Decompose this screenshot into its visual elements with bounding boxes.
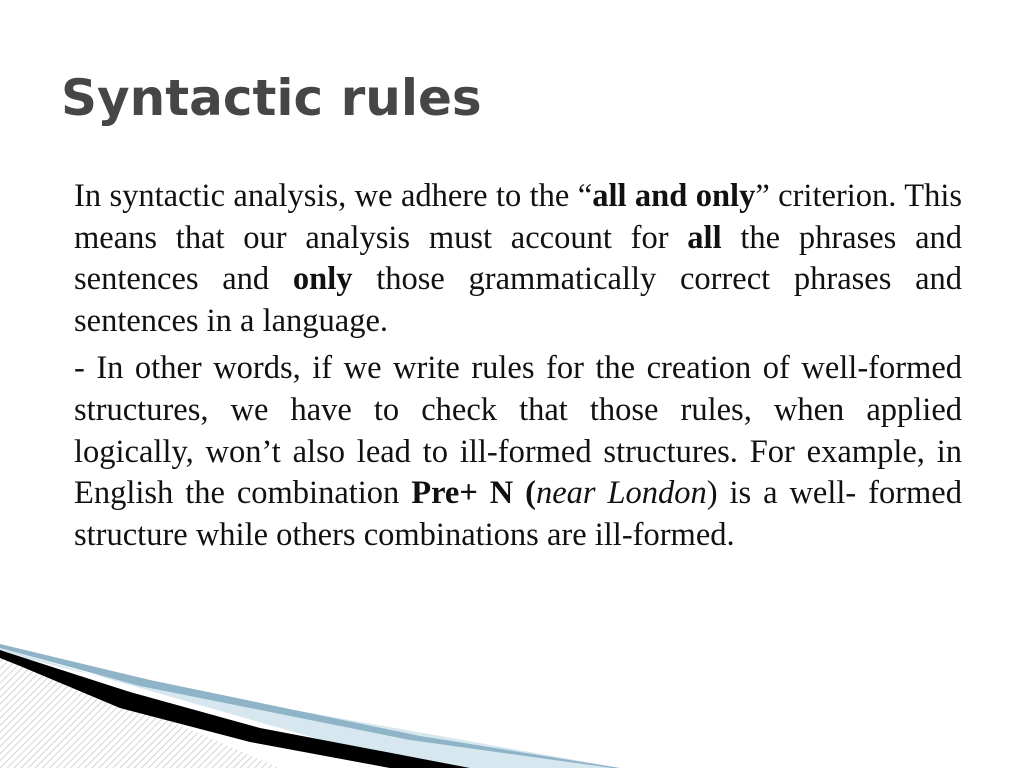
paragraph-1-text-3: the phrases and sentences and [74, 219, 962, 298]
paragraph-1-text-1: In syntactic analysis, we adhere to the “ [74, 178, 593, 214]
paragraph-2-text-2: ) is a well- formed structure while others combinations are ill-formed. [74, 475, 962, 553]
emphasis-all: all [687, 219, 722, 256]
slide-corner-decoration [0, 640, 1024, 768]
slide-title: Syntactic rules [61, 69, 482, 127]
paragraph-all-and-only [74, 176, 962, 342]
slide-body [74, 176, 962, 556]
example-near-london: near London [535, 475, 707, 512]
emphasis-pre-n: Pre+ N ( [411, 475, 536, 512]
paragraph-1-text-4: those grammatically correct phrases and sentences in a language. [74, 261, 962, 339]
paragraph-1-text-2: ” criterion. This means that our analysis must account for [74, 178, 962, 256]
paragraph-2-text-1: - In other words, if we write rules for the creation of well-formed structures, we have to check that those rules, when applied logically, won’t also lead to ill-formed structures. For example, in English the combination [74, 350, 962, 512]
emphasis-all-and-only: all and only [592, 178, 756, 214]
paragraph-in-other-words [74, 348, 962, 556]
emphasis-only: only [292, 261, 353, 298]
